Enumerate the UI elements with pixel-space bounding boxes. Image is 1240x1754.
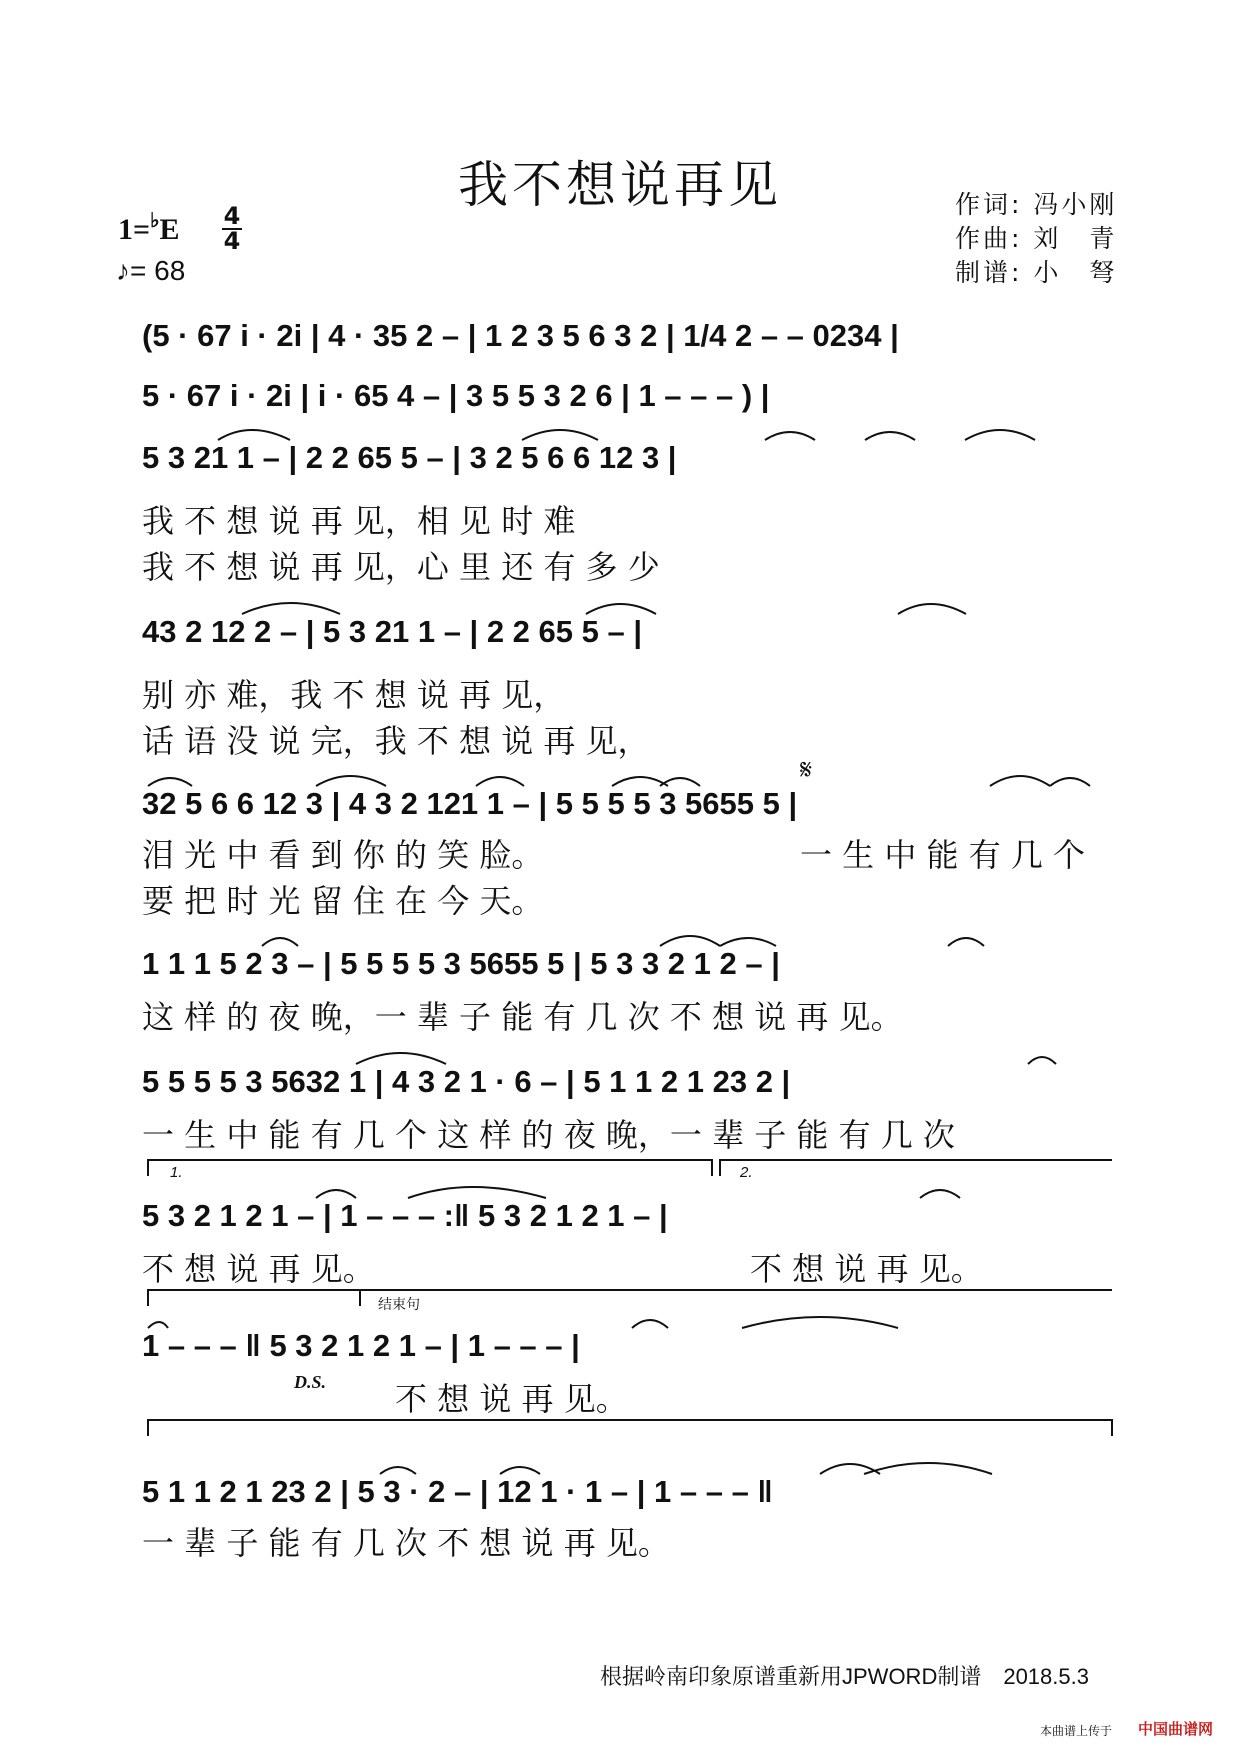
- lyric-line-7: 一 生 中 能 有 几 个 这 样 的 夜 晚，一 辈 子 能 有 几 次: [142, 1116, 955, 1154]
- music-line-8: 5 3 2 1 2 1 – | 1 – – – :‖ 5 3 2 1 2 1 – |: [142, 1198, 668, 1233]
- lyric-line-5b: 要 把 时 光 留 住 在 今 天。: [142, 882, 544, 920]
- music-line-2: 5 · 67 i · 2i | i · 65 4 – | 3 5 5 3 2 6 | 1 – – – ) |: [142, 378, 770, 413]
- music-line-4: 43 2 12 2 – | 5 3 21 1 – | 2 2 65 5 – |: [142, 614, 643, 649]
- music-line-1: (5 · 67 i · 2i | 4 · 35 2 – | 1 2 3 5 6 3 2 | 1/4 2 – – 0234 |: [142, 318, 899, 353]
- arranger-credit: 制谱: 小 弩: [955, 258, 1118, 287]
- site-logo: 中国曲谱网: [1138, 1720, 1214, 1738]
- lyric-line-5a: 泪 光 中 看 到 你 的 笑 脸。: [142, 836, 544, 874]
- lyric-line-4a: 别 亦 难，我 不 想 说 再 见，: [142, 676, 566, 714]
- time-signature-bottom: 4: [223, 227, 241, 255]
- first-ending-label: 1.: [170, 1164, 183, 1181]
- music-line-6: 1 1 1 5 2 3 – | 5 5 5 5 3 5655 5 | 5 3 3 2 1 2 – |: [142, 946, 780, 981]
- lyric-line-8b: 不 想 说 再 见。: [750, 1250, 983, 1288]
- lyric-line-9: 不 想 说 再 见。: [395, 1380, 628, 1418]
- lyricist-credit: 作词: 冯小刚: [955, 190, 1118, 219]
- music-line-7: 5 5 5 5 3 5632 1 | 4 3 2 1 · 6 – | 5 1 1 2 1 23 2 |: [142, 1064, 791, 1099]
- lyric-line-5a-cont: 一 生 中 能 有 几 个: [800, 836, 1086, 874]
- coda-label: 结束句: [378, 1297, 420, 1313]
- lyric-line-3b: 我 不 想 说 再 见，心 里 还 有 多 少: [142, 548, 660, 586]
- lyric-line-4b: 话 语 没 说 完，我 不 想 说 再 见，: [142, 722, 650, 760]
- eighth-note-icon: ♪: [116, 255, 130, 286]
- upload-note: 本曲谱上传于: [1040, 1724, 1113, 1738]
- flat-icon: ♭: [150, 210, 160, 232]
- tempo-value: = 68: [130, 255, 186, 286]
- lyric-line-8a: 不 想 说 再 见。: [142, 1250, 375, 1288]
- second-ending-label: 2.: [740, 1164, 753, 1181]
- lyric-line-6: 这 样 的 夜 晚，一 辈 子 能 有 几 次 不 想 说 再 见。: [142, 998, 903, 1036]
- music-line-10: 5 1 1 2 1 23 2 | 5 3 · 2 – | 12 1 · 1 – | 1 – – – ‖: [142, 1474, 773, 1509]
- footer-note: 根据岭南印象原谱重新用JPWORD制谱 2018.5.3: [600, 1664, 1089, 1689]
- page-title: 我不想说再见: [458, 156, 782, 214]
- music-line-5: 32 5 6 6 12 3 | 4 3 2 121 1 – | 5 5 5 5 3 5655 5 |: [142, 786, 798, 821]
- lyric-line-3a: 我 不 想 说 再 见，相 见 时 难: [142, 502, 576, 540]
- segno-icon: 𝄋: [800, 753, 813, 786]
- time-signature-top: 4: [223, 202, 241, 230]
- lyric-line-10: 一 辈 子 能 有 几 次 不 想 说 再 见。: [142, 1524, 670, 1562]
- key-note: E: [159, 213, 180, 246]
- music-line-3: 5 3 21 1 – | 2 2 65 5 – | 3 2 5 6 6 12 3 |: [142, 440, 677, 475]
- ds-marking: D.S.: [294, 1372, 327, 1392]
- key-prefix: 1=: [118, 213, 151, 246]
- composer-credit: 作曲: 刘 青: [955, 224, 1118, 253]
- music-line-9: 1 – – – ‖ 5 3 2 1 2 1 – | 1 – – – |: [142, 1328, 580, 1363]
